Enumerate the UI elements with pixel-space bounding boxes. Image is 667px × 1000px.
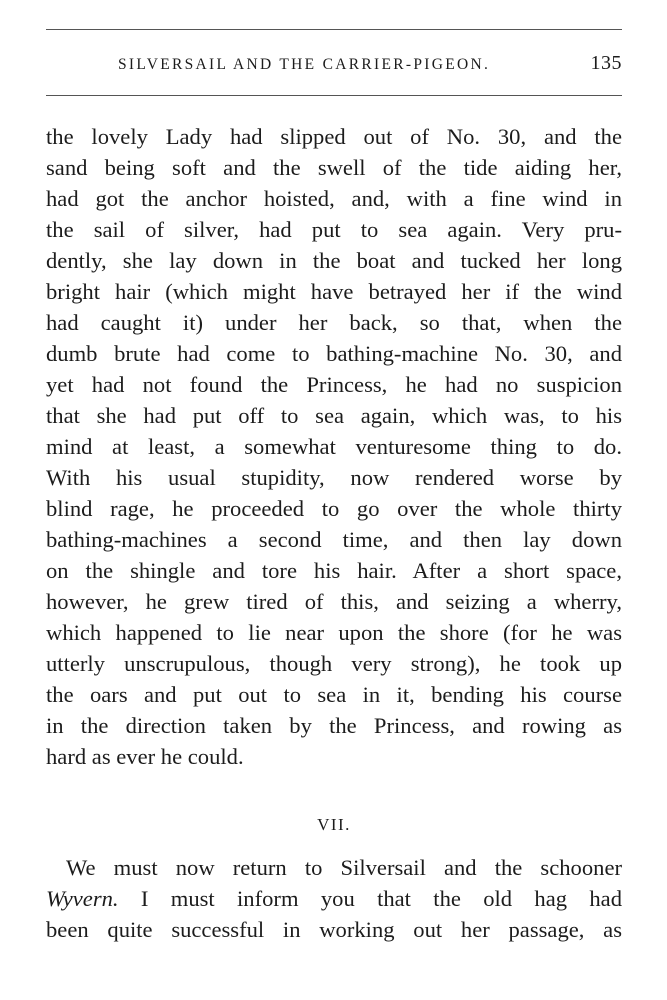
text-line: the oars and put out to sea in it, bending his course <box>46 682 622 707</box>
text-line: been quite successful in working out her passage, as <box>46 917 622 942</box>
running-head <box>46 52 622 78</box>
text-line: blind rage, he proceeded to go over the whole thirty <box>46 496 622 521</box>
page-number: 135 <box>590 52 622 74</box>
text-line: sand being soft and the swell of the tide aiding her, <box>46 155 622 180</box>
text-line: the lovely Lady had slipped out of No. 30, and the <box>46 124 622 149</box>
text-line: had got the anchor hoisted, and, with a fine wind in <box>46 186 622 211</box>
text-line: utterly unscrupulous, though very strong), he took up <box>46 651 622 676</box>
text-line <box>46 883 622 914</box>
text-line: bathing-machines a second time, and then lay down <box>46 527 622 552</box>
text-line: dently, she lay down in the boat and tucked her long <box>46 248 622 273</box>
text-line: mind at least, a somewhat venturesome thing to do. <box>46 434 622 459</box>
section-paragraph <box>46 852 622 945</box>
text-line: bright hair (which might have betrayed her if the wind <box>46 279 622 304</box>
section-heading: VII. <box>317 815 351 834</box>
text-line: however, he grew tired of this, and seizing a wherry, <box>46 589 622 614</box>
text-line: on the shingle and tore his hair. After a short space, <box>46 558 622 583</box>
text-line: hard as ever he could. <box>46 744 244 769</box>
text-line: yet had not found the Princess, he had no suspicion <box>46 372 622 397</box>
text-line: the sail of silver, had put to sea again. Very pru- <box>46 217 622 242</box>
ship-name: Wyvern. <box>46 886 119 911</box>
text-line: With his usual stupidity, now rendered worse by <box>46 465 622 490</box>
text-span: I must inform you that the old hag had <box>118 886 622 911</box>
text-line: that she had put off to sea again, which was, to his <box>46 403 622 428</box>
header-rule-bottom <box>46 95 622 96</box>
text-line: which happened to lie near upon the shore (for he was <box>46 620 622 645</box>
text-line: We must now return to Silversail and the schooner <box>66 855 622 880</box>
body-paragraph <box>46 121 622 772</box>
text-line: dumb brute had come to bathing-machine No. 30, and <box>46 341 622 366</box>
running-title: SILVERSAIL AND THE CARRIER-PIGEON. <box>118 56 491 73</box>
header-rule-top <box>46 29 622 30</box>
text-line: had caught it) under her back, so that, when the <box>46 310 622 335</box>
text-line: in the direction taken by the Princess, and rowing as <box>46 713 622 738</box>
